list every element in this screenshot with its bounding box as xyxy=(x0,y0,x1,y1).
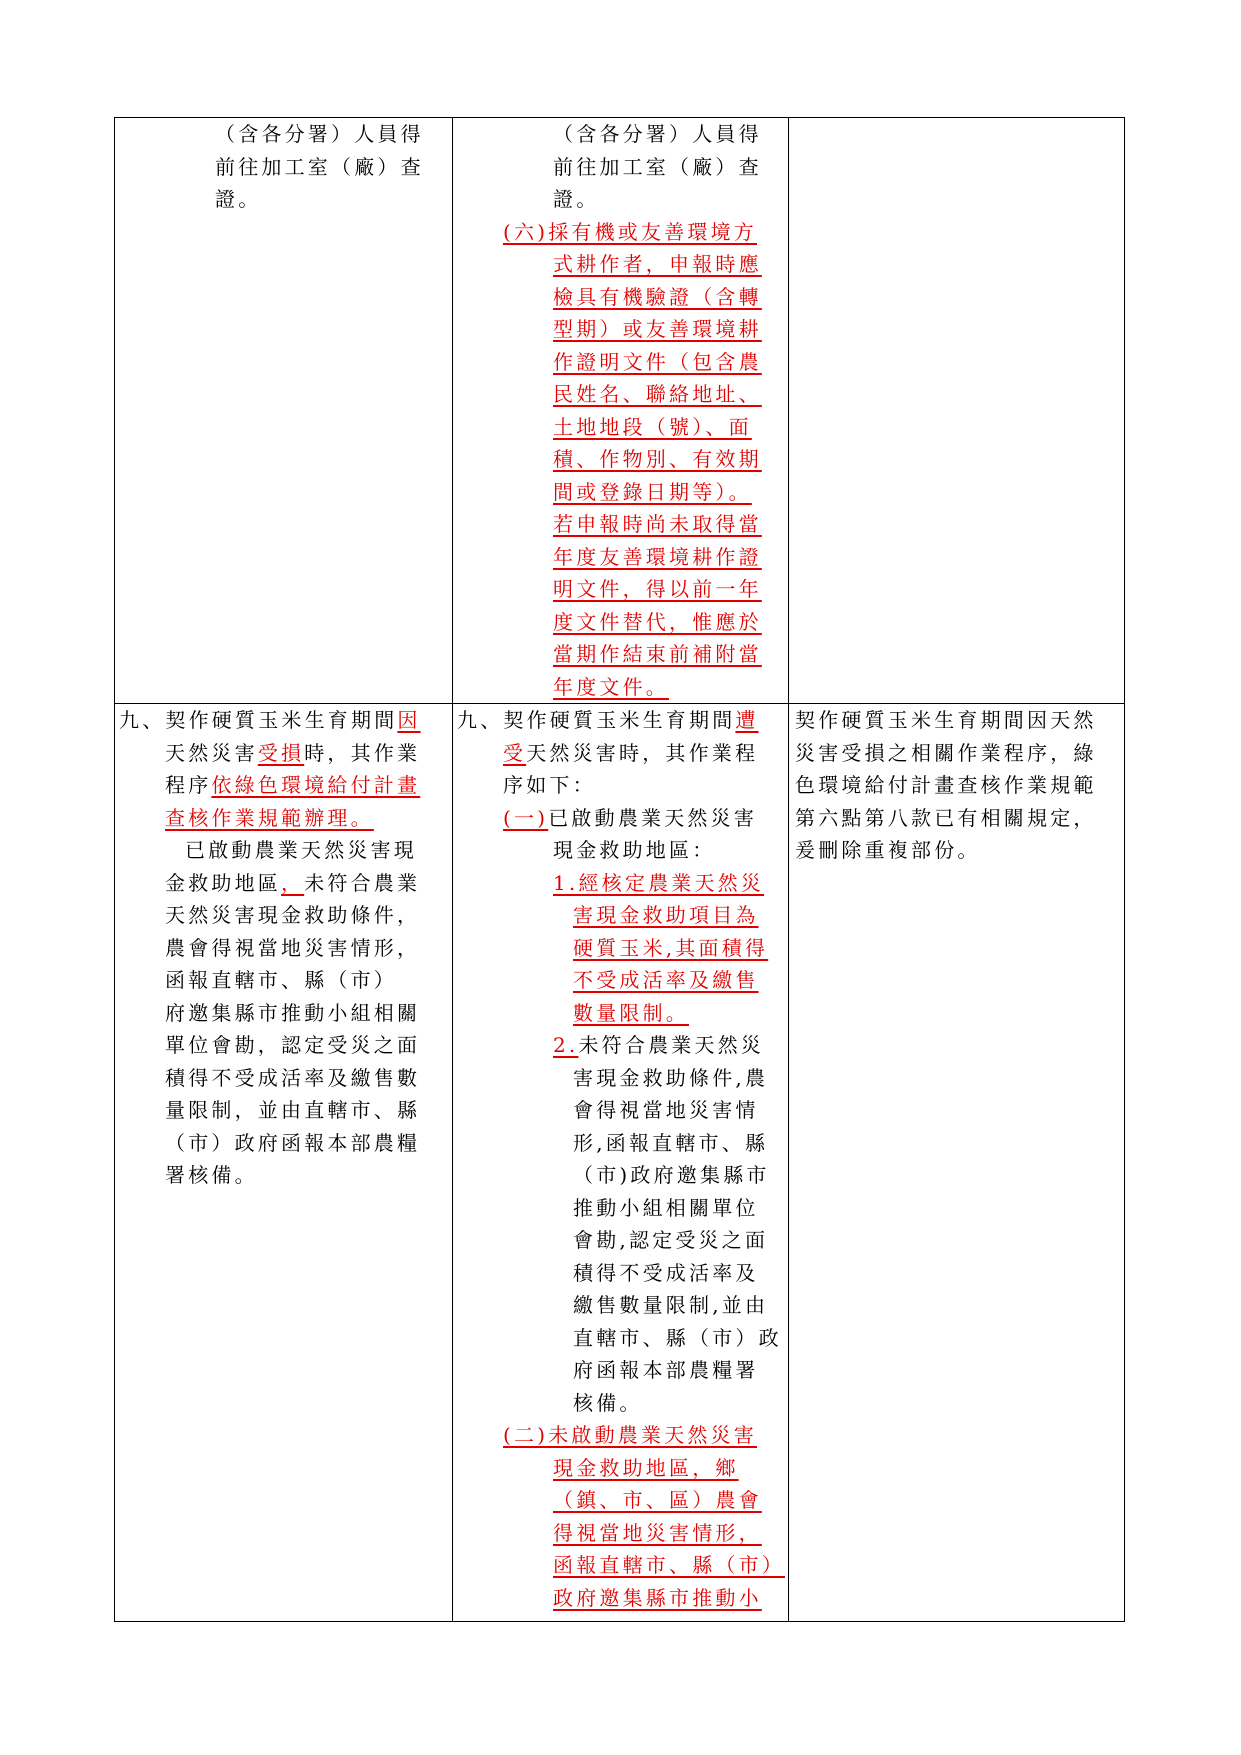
row1-col3-explanation xyxy=(789,118,1125,704)
text-run-red: 依綠色環境給付計畫 xyxy=(211,773,421,797)
text-line-red: 1.經核定農業天然災 xyxy=(553,870,765,895)
text-line: （市)政府邀集縣市 xyxy=(573,1163,770,1187)
text-line: 核備。 xyxy=(573,1390,643,1415)
text-run-red: 因 xyxy=(397,708,421,732)
text-line-red: 積、作物別、有效期 xyxy=(553,447,762,471)
text-line-red: 民姓名、聯絡地址、 xyxy=(553,382,762,406)
text-line-red: 間或登錄日期等）。 xyxy=(553,479,752,504)
text-line-red: 年度文件。 xyxy=(553,674,669,699)
text-line: 署核備。 xyxy=(165,1163,258,1187)
text-line-red: 明文件，得以前一年 xyxy=(553,577,762,601)
text-line: 證。 xyxy=(553,187,600,211)
text-line-red: 函報直轄市、縣（市） xyxy=(553,1553,785,1577)
text-line xyxy=(453,704,788,737)
text-line-red: 得視當地災害情形， xyxy=(553,1520,762,1545)
text-line-red: 度文件替代，惟應於 xyxy=(553,609,762,634)
text-run: 已啟動農業天然災害 xyxy=(548,805,758,830)
text-line-red: 政府邀集縣市推動小 xyxy=(553,1585,762,1610)
row2-col2-current xyxy=(453,704,789,1622)
text-run-red: ， xyxy=(281,870,305,895)
text-line: 積得不受成活率及繳售數 xyxy=(165,1065,421,1090)
text-run-red: 查核作業規範辦理。 xyxy=(165,805,374,830)
text-line: 形,函報直轄市、縣 xyxy=(573,1130,769,1155)
text-line-red: 若申報時尚未取得當 xyxy=(553,512,762,536)
text-line: 前往加工室（廠）查 xyxy=(215,154,424,179)
text-line: （市）政府函報本部農糧 xyxy=(165,1130,421,1155)
text-run: 未符合農業 xyxy=(304,870,421,895)
text-run: 金救助地區 xyxy=(165,870,281,895)
text-line-red: 土地地段（號）、面 xyxy=(553,414,752,439)
text-line: 農會得視當地災害情形， xyxy=(165,935,421,960)
text-line xyxy=(115,769,452,802)
text-line-red: （鎮、市、區）農會 xyxy=(553,1488,762,1512)
text-line-red: 作證明文件（包含農 xyxy=(553,349,762,374)
row2-col1-amended xyxy=(115,704,453,1622)
text-line: 天然災害現金救助條件， xyxy=(165,903,421,927)
text-line: 函報直轄市、縣（市） xyxy=(165,968,397,992)
text-line: 繳售數量限制,並由 xyxy=(573,1293,769,1317)
text-line: 府邀集縣市推動小組相關 xyxy=(165,1000,421,1025)
text-run: 天然災害 xyxy=(165,740,258,765)
text-run: 時，其作業 xyxy=(304,740,421,765)
text-line xyxy=(115,704,452,737)
text-line: 色環境給付計畫查核作業規範 xyxy=(795,773,1097,797)
text-line-red: 不受成活率及繳售 xyxy=(573,968,759,992)
comparison-table xyxy=(114,117,1125,1622)
text-run-red: 遭 xyxy=(735,708,759,732)
text-line-red: 數量限制。 xyxy=(573,1000,689,1025)
text-line: 單位會勘，認定受災之面 xyxy=(165,1033,421,1057)
text-line-red: 年度友善環境耕作證 xyxy=(553,544,762,569)
text-line: 已啟動農業天然災害現 xyxy=(185,838,417,862)
text-run: 九、契作硬質玉米生育期間 xyxy=(119,708,398,732)
text-line: 量限制，並由直轄市、縣 xyxy=(165,1098,421,1122)
text-line-red: 硬質玉米,其面積得 xyxy=(573,935,769,960)
text-line-red: 當期作結束前補附當 xyxy=(553,642,762,666)
text-line: （含各分署）人員得 xyxy=(553,122,762,146)
text-line: 爰刪除重複部份。 xyxy=(795,838,981,862)
text-line-red: (二)未啟動農業天然災害 xyxy=(503,1423,758,1447)
text-line: 第六點第八款已有相關規定， xyxy=(795,805,1097,830)
text-line: 害現金救助條件,農 xyxy=(573,1065,769,1090)
text-line xyxy=(115,867,452,900)
text-line-red: (六)採有機或友善環境方 xyxy=(503,219,758,244)
text-run-red: (一) xyxy=(503,805,549,830)
text-line: 直轄市、縣（市）政 xyxy=(573,1325,782,1350)
text-line: 現金救助地區： xyxy=(553,838,716,862)
text-line-red: 現金救助地區，鄉 xyxy=(553,1455,739,1480)
text-run-red: 受損 xyxy=(257,740,305,765)
text-line: 會得視當地災害情 xyxy=(573,1098,759,1122)
text-line-red: 害現金救助項目為 xyxy=(573,903,759,927)
table-row xyxy=(115,118,1125,704)
row2-col3-explanation xyxy=(789,704,1125,1622)
text-line-red: 型期）或友善環境耕 xyxy=(553,317,762,341)
text-line xyxy=(115,802,452,835)
text-line xyxy=(453,737,788,770)
text-line-red: 式耕作者，申報時應 xyxy=(553,252,762,276)
text-run-red: 2. xyxy=(553,1033,579,1057)
text-line: 會勘,認定受災之面 xyxy=(573,1228,769,1252)
text-line-red: 檢具有機驗證（含轉 xyxy=(553,284,762,309)
text-run-red: 受 xyxy=(503,740,527,765)
row1-col1-amended xyxy=(115,118,453,704)
text-line: 前往加工室（廠）查 xyxy=(553,154,762,179)
text-line: 契作硬質玉米生育期間因天然 xyxy=(795,708,1097,732)
text-run: 未符合農業天然災 xyxy=(578,1033,765,1057)
text-run: 程序 xyxy=(165,773,212,797)
text-run: 九、契作硬質玉米生育期間 xyxy=(457,708,736,732)
text-line: 積得不受成活率及 xyxy=(573,1260,759,1285)
text-line: （含各分署）人員得 xyxy=(215,122,424,146)
text-line: 災害受損之相關作業程序，綠 xyxy=(795,740,1097,765)
text-line xyxy=(453,1029,788,1062)
table-row xyxy=(115,704,1125,1622)
text-run: 天然災害時，其作業程 xyxy=(526,740,759,765)
row1-col2-current xyxy=(453,118,789,704)
text-line: 序如下： xyxy=(503,773,596,797)
text-line xyxy=(115,737,452,770)
text-line: 府函報本部農糧署 xyxy=(573,1358,759,1382)
text-line xyxy=(453,802,788,835)
text-line: 推動小組相關單位 xyxy=(573,1195,759,1220)
text-line: 證。 xyxy=(215,187,262,211)
